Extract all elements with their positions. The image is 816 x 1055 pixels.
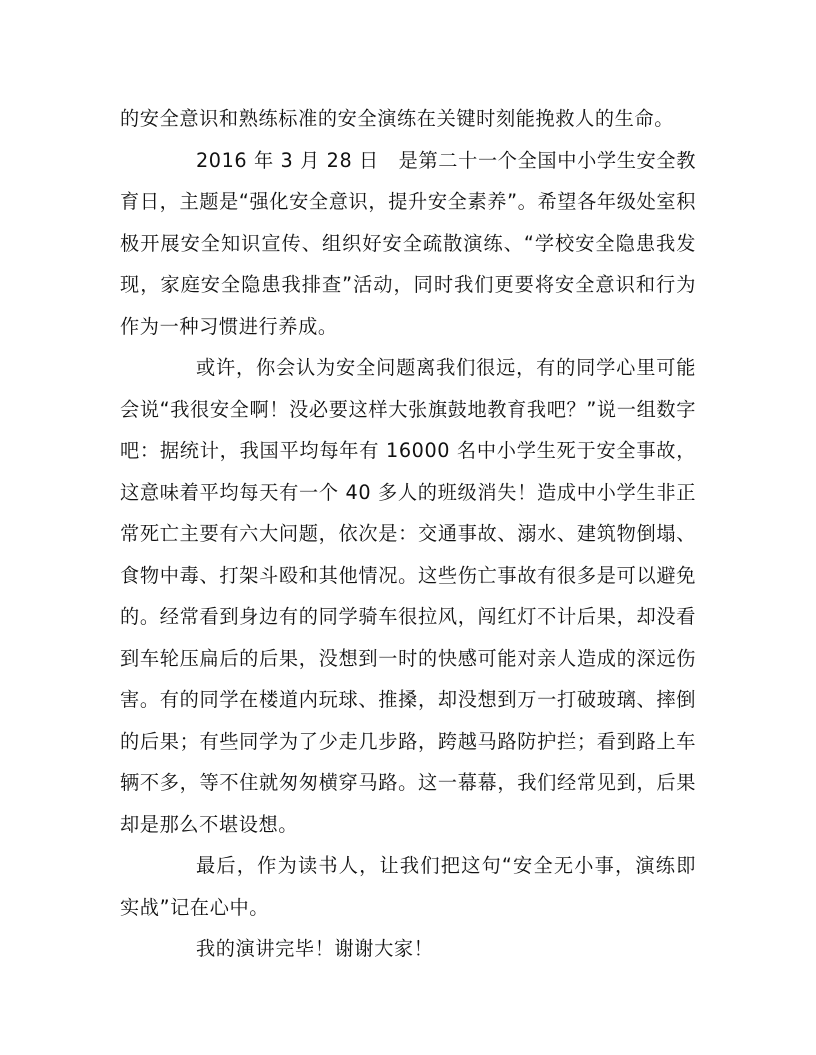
paragraph-safety-day: 2016 年 3 月 28 日 是第二十一个全国中小学生安全教育日，主题是“强化安全意识，提升安全素养”。希望各年级处室积极开展安全知识宣传、组织好安全疏散演练、“学校安全隐患我发现，家庭安全隐患我排查”活动，同时我们更要将安全意识和行为作为一种习惯进行养成。 (120, 148, 696, 338)
paragraph-statistics: 或许，你会认为安全问题离我们很远，有的同学心里可能会说“我很安全啊！没必要这样大张旗鼓地教育我吧？”说一组数字吧：据统计，我国平均每年有 16000 名中小学生死于安全事故，这意味着平均每天有一个 40 多人的班级消失！造成中小学生非正常死亡主要有六大问题，依次是：交通事故、溺水、建筑物倒塌、食物中毒、打架斗殴和其他情况。这些伤亡事故有很多是可以避免的。经常看到身边有的同学骑车很拉风，闯红灯不计后果，却没看到车轮压扁后的后果，没想到一时的快感可能对亲人造成的深远伤害。有的同学在楼道内玩球、推搡，却没想到万一打破玻璃、摔倒的后果；有些同学为了少走几步路，跨越马路防护拦；看到路上车辆不多，等不住就匆匆横穿马路。这一幕幕，我们经常见到，后果却是那么不堪设想。 (120, 356, 696, 836)
paragraph-closing: 最后，作为读书人，让我们把这句“安全无小事，演练即实战”记在心中。 (120, 854, 696, 919)
paragraph-thanks: 我的演讲完毕！谢谢大家！ (196, 937, 434, 960)
document-page (120, 98, 696, 970)
paragraph-continuation: 的安全意识和熟练标准的安全演练在关键时刻能挽救人的生命。 (120, 107, 675, 130)
